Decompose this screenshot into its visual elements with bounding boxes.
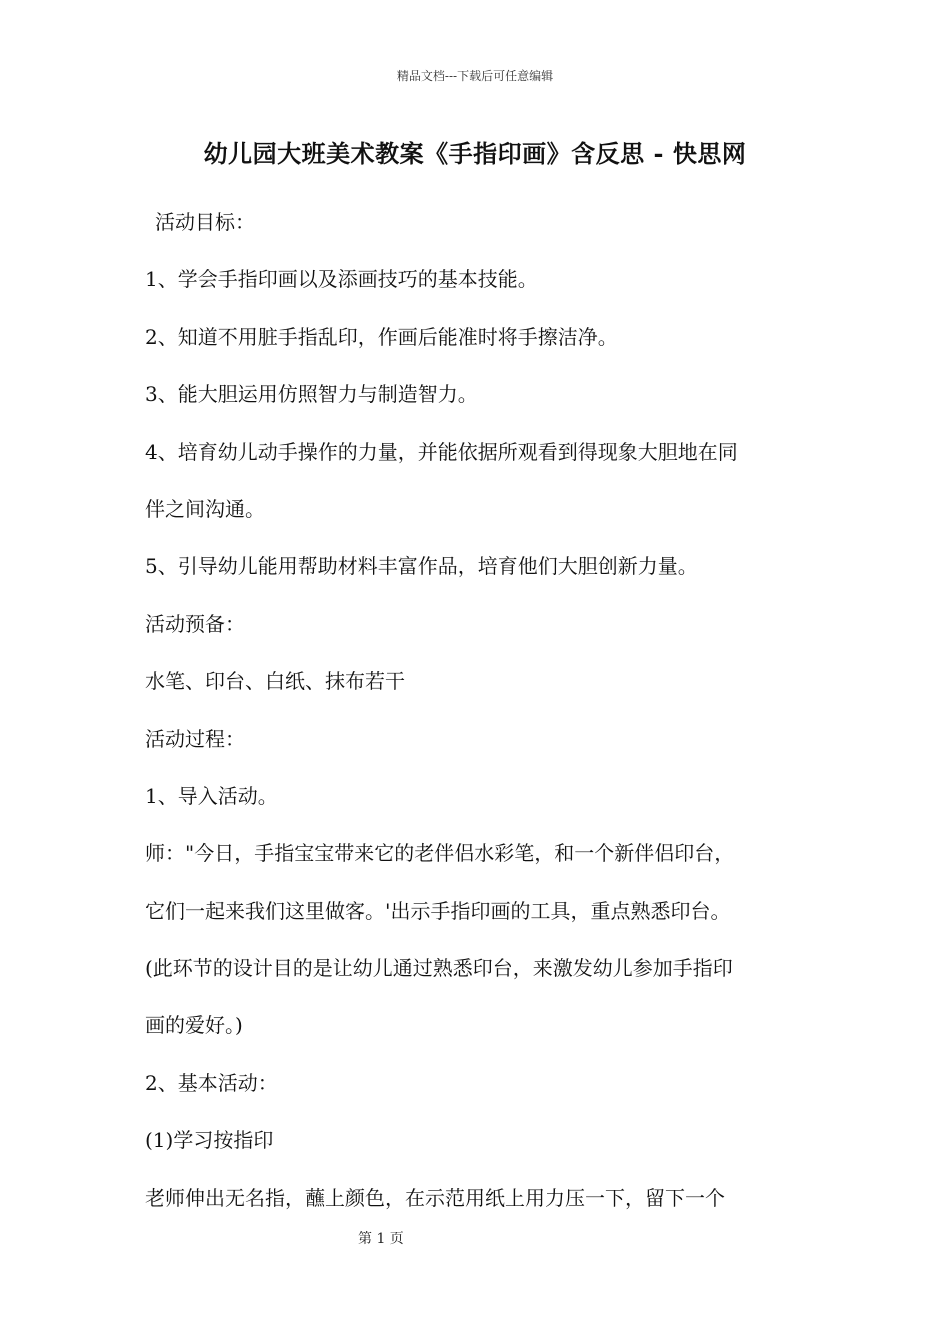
section-heading-preparation: 活动预备： [145, 611, 245, 636]
paragraph-line: (此环节的设计目的是让幼儿通过熟悉印台，来激发幼儿参加手指印 [145, 956, 733, 981]
paragraph-line: 2、知道不用脏手指乱印，作画后能准时将手擦洁净。 [145, 324, 618, 349]
paragraph-line: (1)学习按指印 [145, 1128, 274, 1153]
paragraph-line: 师："今日，手指宝宝带来它的老伴侣水彩笔，和一个新伴侣印台， [145, 841, 735, 866]
paragraph-line: 水笔、印台、白纸、抹布若干 [145, 669, 405, 694]
paragraph-line: 老师伸出无名指，蘸上颜色，在示范用纸上用力压一下，留下一个 [145, 1185, 725, 1210]
document-title: 幼儿园大班美术教案《手指印画》含反思 - 快思网 [203, 139, 747, 168]
document-body [145, 202, 810, 1235]
paragraph-line: 伴之间沟通。 [145, 496, 265, 521]
paragraph-line: 画的爱好。) [145, 1013, 243, 1038]
page-number: 第 1 页 [358, 1231, 404, 1247]
paragraph-line: 4、培育幼儿动手操作的力量，并能依据所观看到得现象大胆地在同 [145, 439, 738, 464]
paragraph-line: 1、导入活动。 [145, 783, 278, 808]
paragraph-line: 3、能大胆运用仿照智力与制造智力。 [145, 382, 478, 407]
paragraph-line: 5、引导幼儿能用帮助材料丰富作品，培育他们大胆创新力量。 [145, 554, 698, 579]
page-header-note: 精品文档---下载后可任意编辑 [396, 69, 554, 83]
section-heading-process: 活动过程： [145, 726, 245, 751]
section-heading-objectives: 活动目标： [155, 210, 255, 234]
paragraph-line: 1、学会手指印画以及添画技巧的基本技能。 [145, 267, 538, 292]
paragraph-line: 它们一起来我们这里做客。'出示手指印画的工具，重点熟悉印台。 [145, 898, 731, 923]
paragraph-line: 2、基本活动： [145, 1070, 278, 1095]
